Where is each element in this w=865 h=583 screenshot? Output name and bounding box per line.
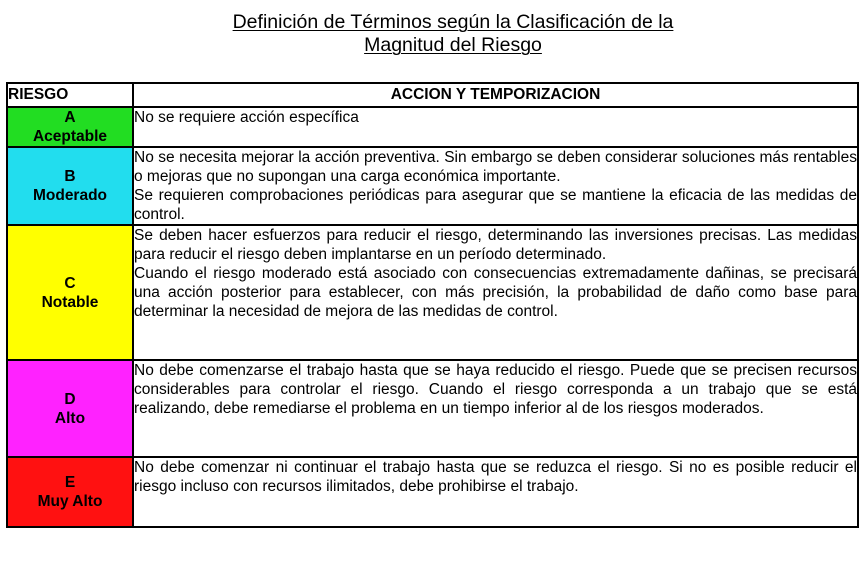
risk-row-a [7, 107, 858, 147]
risk-letter-c: C [64, 274, 76, 292]
risk-level-cell-c [7, 225, 133, 360]
risk-level-d: Alto [54, 409, 86, 427]
table-header-row [7, 83, 858, 107]
risk-classification-table [6, 82, 859, 528]
risk-row-e [7, 457, 858, 527]
action-text-c-2: Cuando el riesgo moderado está asociado con consecuencias extremadamente dañinas, se precisará una acción posterior para establecer, con más precisión, la probabilidad de daño como base para determinar la necesidad de mejora de las medidas de control. [134, 265, 857, 320]
action-text-d-1: No debe comenzarse el trabajo hasta que se haya reducido el riesgo. Puede que se precisen recursos considerables para controlar el riesgo. Cuando el riesgo corresponda a un trabajo que se está realizando, debe remediarse el problema en un tiempo inferior al de los riesgos moderados. [134, 362, 857, 417]
risk-level-cell-e [7, 457, 133, 527]
risk-level-cell-d [7, 360, 133, 457]
action-text-b-1: No se necesita mejorar la acción preventiva. Sin embargo se deben considerar soluciones más rentables o mejoras que no supongan una carga económica importante. [134, 149, 857, 185]
risk-row-d [7, 360, 858, 457]
action-text-b-2: Se requieren comprobaciones periódicas para asegurar que se mantiene la eficacia de las medidas de control. [134, 187, 857, 223]
action-cell-a [133, 107, 858, 147]
action-cell-e [133, 457, 858, 527]
risk-row-b [7, 147, 858, 225]
action-cell-b [133, 147, 858, 225]
risk-level-c: Notable [41, 293, 99, 311]
risk-level-b: Moderado [32, 187, 108, 204]
risk-letter-e: E [64, 474, 76, 491]
action-cell-d [133, 360, 858, 457]
risk-level-cell-b [7, 147, 133, 225]
action-text-c-1: Se deben hacer esfuerzos para reducir el riesgo, determinando las inversiones precisas. Las medidas para reducir el riesgo deben implantarse en un período determinado. [134, 227, 857, 263]
page-title-line-1: Definición de Términos según la Clasificación de la [232, 11, 674, 33]
risk-level-cell-a [7, 107, 133, 147]
action-column-header: ACCION Y TEMPORIZACION [133, 83, 858, 107]
risk-level-a: Aceptable [32, 128, 108, 145]
action-text-e-1: No debe comenzar ni continuar el trabajo hasta que se reduzca el riesgo. Si no es posible reducir el riesgo incluso con recursos ilimitados, debe prohibirse el trabajo. [134, 459, 857, 495]
page-title-line-2: Magnitud del Riesgo [364, 34, 542, 56]
risk-column-header: RIESGO [7, 83, 133, 107]
action-cell-c [133, 225, 858, 360]
risk-letter-d: D [64, 390, 76, 408]
risk-letter-a: A [64, 109, 76, 126]
risk-level-e: Muy Alto [37, 493, 103, 510]
page-title [0, 11, 865, 57]
risk-letter-b: B [64, 168, 76, 185]
risk-row-c [7, 225, 858, 360]
action-text-a-1: No se requiere acción específica [134, 109, 359, 126]
